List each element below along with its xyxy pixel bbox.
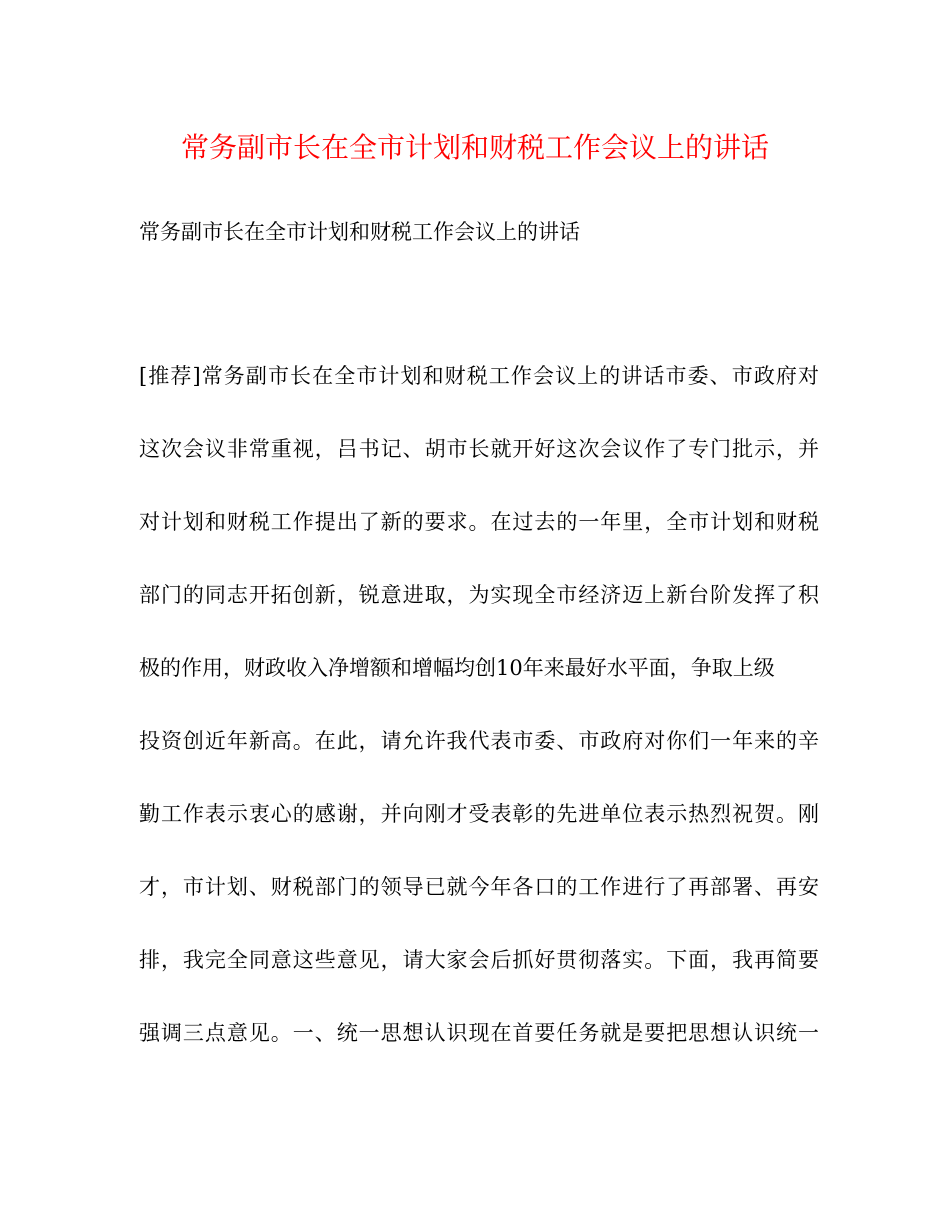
document-title: 常务副市长在全市计划和财税工作会议上的讲话: [180, 131, 769, 164]
body-line: 部门的同志开拓创新，锐意进取，为实现全市经济迈上新台阶发挥了积: [139, 583, 819, 607]
body-line: 才，市计划、财税部门的领导已就今年各口的工作进行了再部署、再安: [139, 875, 819, 899]
document-subtitle: 常务副市长在全市计划和财税工作会议上的讲话: [139, 220, 580, 244]
body-line: 排，我完全同意这些意见，请大家会后抓好贯彻落实。下面，我再简要: [139, 948, 819, 972]
body-line: 对计划和财税工作提出了新的要求。在过去的一年里，全市计划和财税: [139, 510, 819, 534]
body-line: 投资创近年新高。在此，请允许我代表市委、市政府对你们一年来的辛: [139, 729, 819, 753]
document-body: [139, 356, 819, 1086]
body-line: 极的作用，财政收入净增额和增幅均创10年来最好水平面，争取上级: [139, 656, 775, 680]
body-line: 这次会议非常重视，吕书记、胡市长就开好这次会议作了专门批示，并: [139, 437, 819, 461]
body-line: [推荐]常务副市长在全市计划和财税工作会议上的讲话市委、市政府对: [139, 364, 819, 388]
body-line: 勤工作表示衷心的感谢，并向刚才受表彰的先进单位表示热烈祝贺。刚: [139, 802, 819, 826]
body-line: 强调三点意见。一、统一思想认识现在首要任务就是要把思想认识统一: [139, 1021, 819, 1045]
